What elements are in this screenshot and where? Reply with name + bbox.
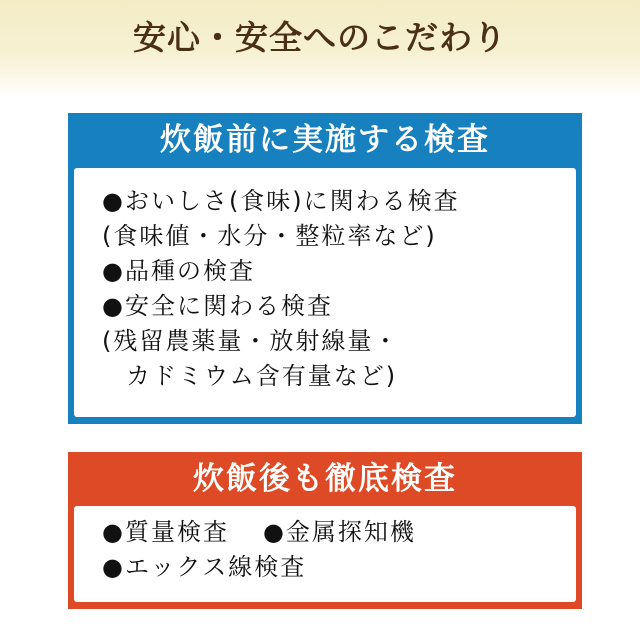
inspection-item-taste: ●おいしさ(食味)に関わる検査 [102, 187, 460, 215]
inspection-item-safety-detail-2: カドミウム含有量など) [126, 362, 398, 390]
inspection-item-safety-detail-1: (残留農薬量・放射線量・ [102, 327, 400, 355]
inspection-item-safety: ●安全に関わる検査 [102, 292, 333, 320]
before-cooking-heading: 炊飯前に実施する検査 [160, 122, 490, 158]
before-cooking-panel [68, 113, 582, 424]
after-cooking-panel [68, 452, 582, 609]
after-cooking-body [74, 506, 576, 602]
inspection-item-mass: ●質量検査 [102, 518, 229, 546]
inspection-item-taste-detail: (食味値・水分・整粒率など) [102, 222, 437, 250]
before-cooking-body [74, 168, 576, 417]
after-cooking-row-1 [102, 515, 576, 550]
page-title: 安心・安全へのこだわり [133, 18, 507, 57]
inspection-item-xray: ●エックス線検査 [102, 553, 307, 581]
inspection-item-metal-detector: ●金属探知機 [262, 518, 416, 546]
after-cooking-heading: 炊飯後も徹底検査 [193, 461, 457, 497]
inspection-item-variety: ●品種の検査 [102, 257, 255, 285]
